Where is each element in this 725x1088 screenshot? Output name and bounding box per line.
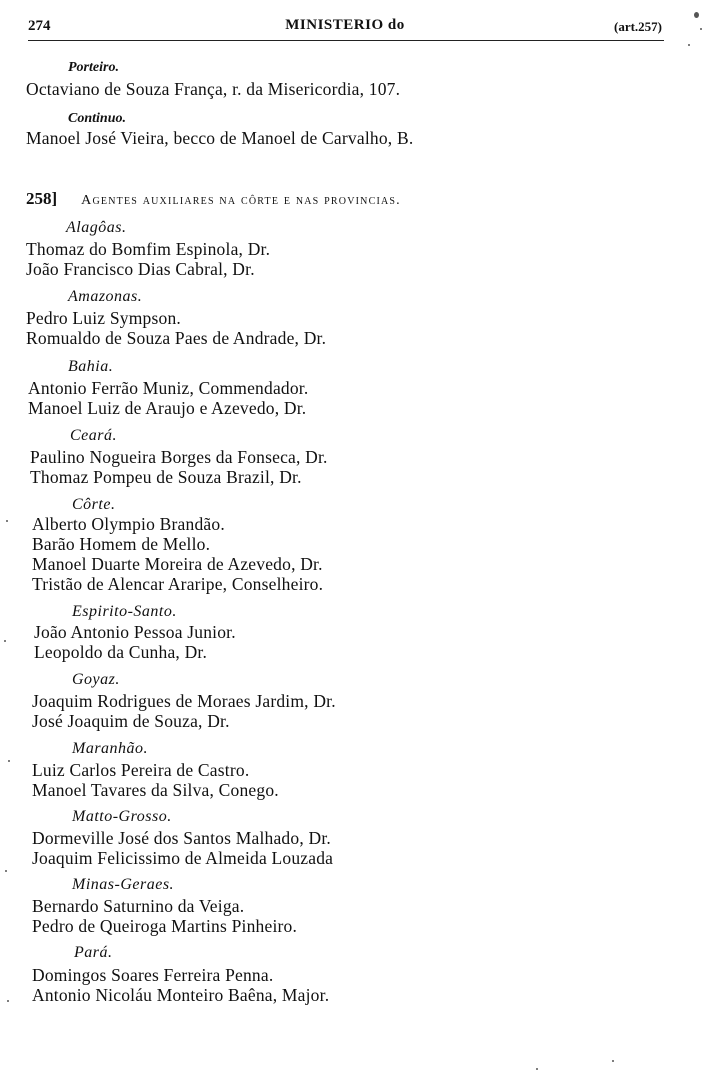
- agent-name: João Francisco Dias Cabral, Dr.: [26, 259, 255, 279]
- province-heading: Alagôas.: [66, 219, 127, 236]
- province-heading: Pará.: [74, 944, 113, 961]
- agent-name: João Antonio Pessoa Junior.: [34, 622, 236, 642]
- staff-name: Octaviano de Souza França, r. da Misericordia, 107.: [26, 79, 401, 99]
- agent-name: Manoel Luiz de Araujo e Azevedo, Dr.: [28, 398, 307, 418]
- province-heading: Goyaz.: [72, 671, 120, 688]
- scan-speck: [612, 1060, 614, 1062]
- staff-role: Continuo.: [68, 111, 126, 126]
- agent-name: Bernardo Saturnino da Veiga.: [32, 896, 245, 916]
- agent-name: Barão Homem de Mello.: [32, 534, 211, 554]
- agent-name: Alberto Olympio Brandão.: [32, 514, 225, 534]
- agent-name: Joaquim Rodrigues de Moraes Jardim, Dr.: [32, 691, 336, 711]
- province-heading: Espirito-Santo.: [72, 603, 177, 620]
- agent-name: Domingos Soares Ferreira Penna.: [32, 965, 274, 985]
- section-heading: [26, 189, 401, 209]
- agent-name: Antonio Nicoláu Monteiro Baêna, Major.: [32, 985, 330, 1005]
- agent-name: Leopoldo da Cunha, Dr.: [34, 642, 208, 662]
- scan-speck: [4, 640, 6, 642]
- agent-name: Luiz Carlos Pereira de Castro.: [32, 760, 250, 780]
- scan-speck: [536, 1068, 538, 1070]
- scan-speck: [5, 870, 7, 872]
- page-header: [28, 14, 662, 40]
- scan-speck: [694, 12, 699, 18]
- scan-speck: [700, 28, 702, 30]
- agent-name: Thomaz do Bomfim Espinola, Dr.: [26, 239, 271, 259]
- section-title: Agentes auxiliares na côrte e nas provincias.: [81, 193, 401, 208]
- agent-name: Tristão de Alencar Araripe, Conselheiro.: [32, 574, 324, 594]
- agent-name: Paulino Nogueira Borges da Fonseca, Dr.: [30, 447, 328, 467]
- staff-name: Manoel José Vieira, becco de Manoel de Carvalho, B.: [26, 128, 414, 148]
- agent-name: Pedro Luiz Sympson.: [26, 308, 181, 328]
- agent-name: Thomaz Pompeu de Souza Brazil, Dr.: [30, 467, 302, 487]
- agent-name: Dormeville José dos Santos Malhado, Dr.: [32, 828, 331, 848]
- province-heading: Matto-Grosso.: [72, 808, 172, 825]
- header-rule: [28, 40, 664, 41]
- scan-speck: [6, 520, 8, 522]
- province-heading: Bahia.: [68, 358, 114, 375]
- province-heading: Côrte.: [72, 496, 116, 513]
- agent-name: Joaquim Felicissimo de Almeida Louzada: [32, 848, 334, 868]
- scan-speck: [7, 1000, 9, 1002]
- agent-name: José Joaquim de Souza, Dr.: [32, 711, 230, 731]
- running-title: MINISTERIO do: [285, 17, 405, 33]
- page-number: 274: [28, 18, 51, 34]
- section-number: 258]: [26, 189, 58, 208]
- scan-speck: [688, 44, 690, 46]
- province-heading: Maranhão.: [72, 740, 149, 757]
- province-heading: Amazonas.: [68, 288, 143, 305]
- agent-name: Romualdo de Souza Paes de Andrade, Dr.: [26, 328, 327, 348]
- staff-role: Porteiro.: [68, 60, 119, 75]
- agent-name: Manoel Tavares da Silva, Conego.: [32, 780, 279, 800]
- agent-name: Pedro de Queiroga Martins Pinheiro.: [32, 916, 298, 936]
- scan-speck: [8, 760, 10, 762]
- agent-name: Manoel Duarte Moreira de Azevedo, Dr.: [32, 554, 323, 574]
- article-reference: (art.257): [613, 19, 662, 34]
- province-heading: Ceará.: [70, 427, 117, 444]
- agent-name: Antonio Ferrão Muniz, Commendador.: [28, 378, 309, 398]
- province-heading: Minas-Geraes.: [72, 876, 175, 893]
